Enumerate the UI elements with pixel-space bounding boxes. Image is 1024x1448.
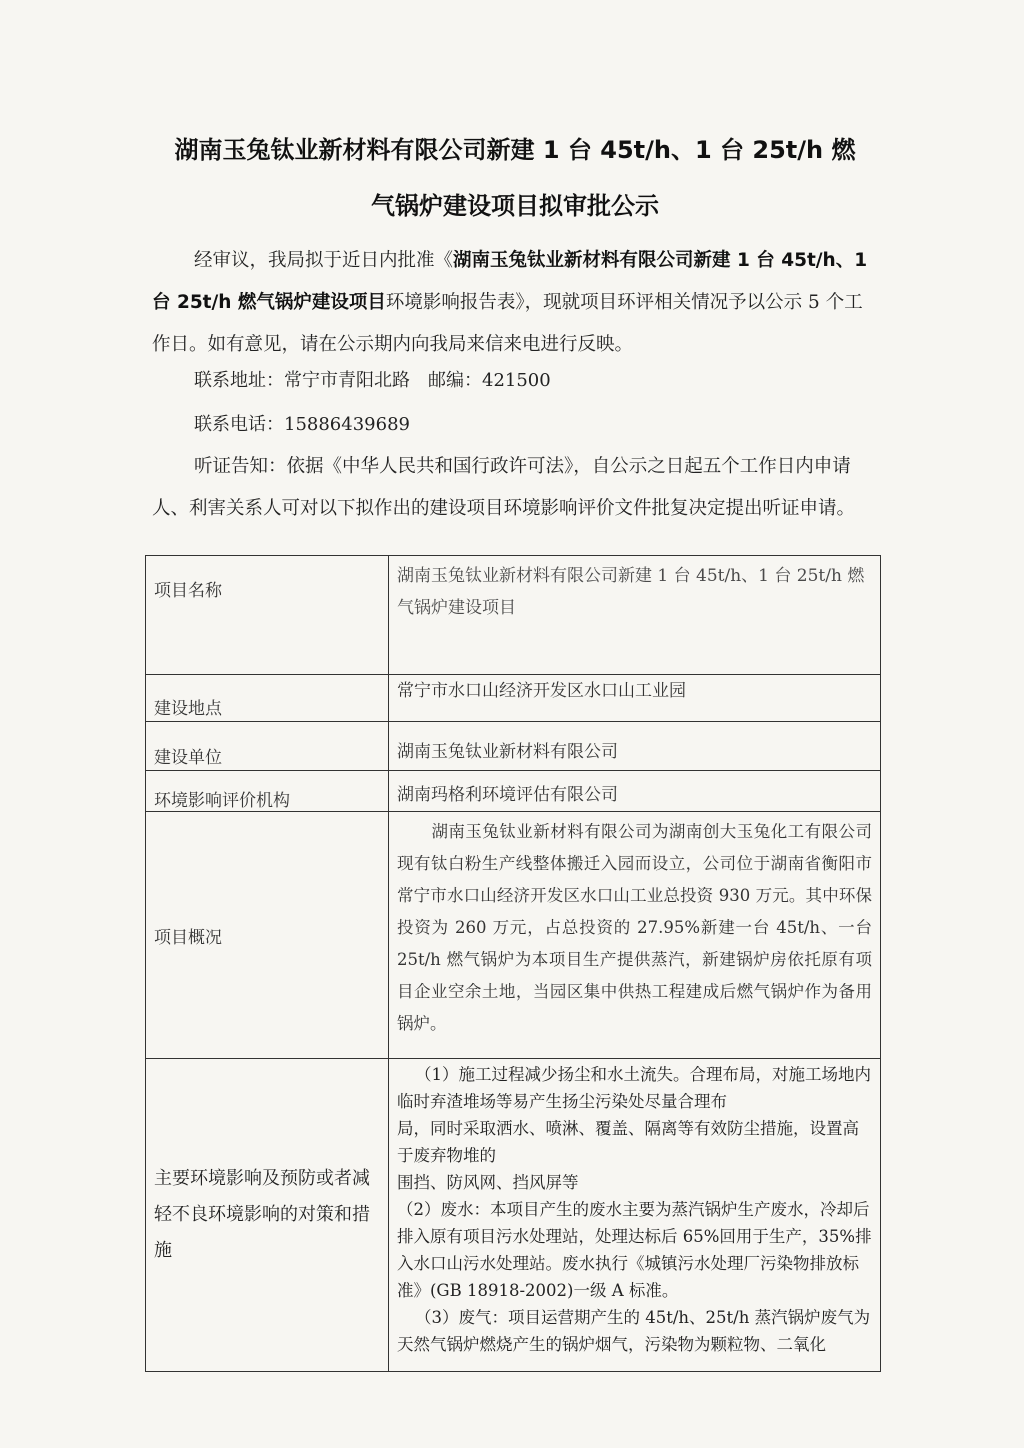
table-row [146, 1059, 881, 1372]
intro-paragraph [152, 240, 877, 366]
table-row [146, 675, 881, 722]
contact-address: 联系地址：常宁市青阳北路 邮编：421500 [194, 370, 551, 391]
document-title-line1: 湖南玉兔钛业新材料有限公司新建 1 台 45t/h、1 台 25t/h 燃 [174, 136, 856, 164]
table-row [146, 771, 881, 812]
document-title-line2: 气锅炉建设项目拟审批公示 [371, 192, 659, 220]
overview-value: 湖南玉兔钛业新材料有限公司为湖南创大玉兔化工有限公司现有钛白粉生产线整体搬迁入园而设立，公司位于湖南省衡阳市常宁市水口山经济开发区水口山工业总投资 930 万元。其中环保投资为 260 万元，占总投资的 27.95%新建一台 45t/h、一台 25t/h 燃气锅炉为本项目生产提供蒸汽，新建锅炉房依托原有项目企业空余土地，当园区集中供热工程建成后燃气锅炉作为备用锅炉。 [397, 822, 872, 1033]
measures-exhaust: （3）废气：项目运营期产生的 45t/h、25t/h 蒸汽锅炉废气为天然气锅炉燃烧产生的锅炉烟气，污染物为颗粒物、二氧化 [397, 1308, 871, 1354]
project-name-label: 项目名称 [146, 556, 389, 675]
hearing-text: 听证告知：依据《中华人民共和国行政许可法》，自公示之日起五个工作日内申请人、利害关系人可对以下拟作出的建设项目环境影响评价文件批复决定提出听证申请。 [152, 456, 856, 519]
project-info-table [145, 555, 881, 1372]
intro-lead: 经审议，我局拟于近日内批准《 [194, 250, 454, 271]
measures-construction-3: 围挡、防风网、挡风屏等 [397, 1173, 579, 1192]
project-name-value: 湖南玉兔钛业新材料有限公司新建 1 台 45t/h、1 台 25t/h 燃气锅炉建设项目 [389, 556, 881, 675]
measures-construction-1: （1）施工过程减少扬尘和水土流失。合理布局，对施工场地内临时弃渣堆场等易产生扬尘污染处尽量合理布 [397, 1065, 871, 1111]
intro-tail: 环境影响报告表》，现就项目环评相关情况予以公示 5 个工作日。如有意见，请在公示期内向我局来信来电进行反映。 [152, 292, 863, 355]
table-row [146, 722, 881, 771]
table-row [146, 556, 881, 675]
location-value: 常宁市水口山经济开发区水口山工业园 [389, 675, 881, 722]
location-label: 建设地点 [146, 675, 389, 722]
measures-cell [389, 1059, 881, 1372]
intro-project-name: 湖南玉兔钛业新材料有限公司新建 1 台 45t/h、1 台 25t/h 燃气锅炉建设项目 [152, 250, 868, 313]
measures-wastewater: （2）废水：本项目产生的废水主要为蒸汽锅炉生产废水，冷却后排入原有项目污水处理站，处理达标后 65%回用于生产，35%排入水口山污水处理站。废水执行《城镇污水处理厂污染物排放标准》(GB 18918-2002)一级 A 标准。 [397, 1200, 872, 1300]
table-row [146, 812, 881, 1059]
measures-construction-2: 局，同时采取洒水、喷淋、覆盖、隔离等有效防尘措施，设置高于废弃物堆的 [397, 1119, 859, 1165]
construction-unit-label: 建设单位 [146, 722, 389, 771]
hearing-notice [152, 446, 877, 530]
eia-org-label: 环境影响评价机构 [146, 771, 389, 812]
overview-label: 项目概况 [146, 812, 389, 1059]
contact-phone: 联系电话：15886439689 [194, 414, 410, 435]
eia-org-value: 湖南玛格利环境评估有限公司 [389, 771, 881, 812]
overview-cell [389, 812, 881, 1059]
construction-unit-value: 湖南玉兔钛业新材料有限公司 [389, 722, 881, 771]
measures-label: 主要环境影响及预防或者减轻不良环境影响的对策和措施 [146, 1059, 389, 1372]
